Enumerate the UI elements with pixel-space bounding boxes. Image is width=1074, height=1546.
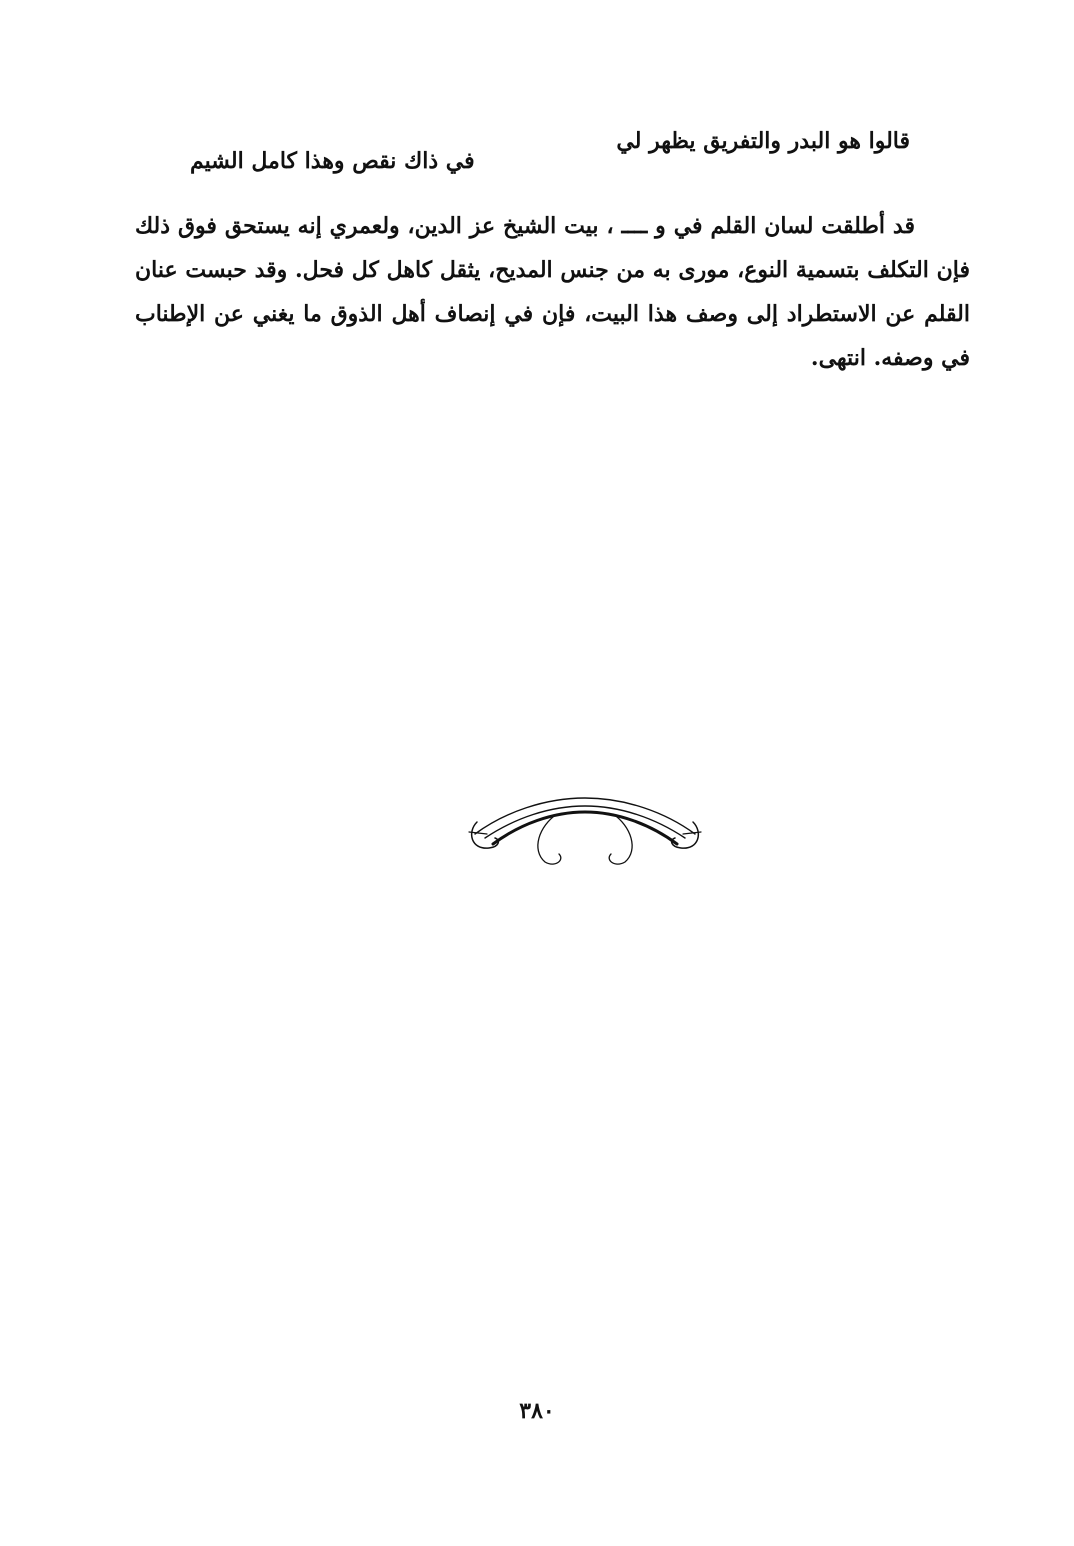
page-number: ٣٨٠ [519,1398,555,1424]
verse-line [190,128,910,176]
commentary-paragraph: قد أطلقت لسان القلم في و ــــ ، بيت الشيخ عز الدين، ولعمري إنه يستحق فوق ذلك فإن التكلف بتسمية النوع، مورى به من جنس المديح، يثقل كاهل كل فحل. وقد حبست عنان القلم عن الاستطراد إلى وصف هذا البيت، فإن في إنصاف أهل الذوق ما يغني عن الإطناب في وصفه. انتهى. [135,213,970,371]
decorative-flourish-ornament [465,792,705,872]
verse-first-hemistich: قالوا هو البدر والتفريق يظهر لي [616,128,910,154]
verse-second-hemistich: في ذاك نقص وهذا كامل الشيم [190,148,475,174]
